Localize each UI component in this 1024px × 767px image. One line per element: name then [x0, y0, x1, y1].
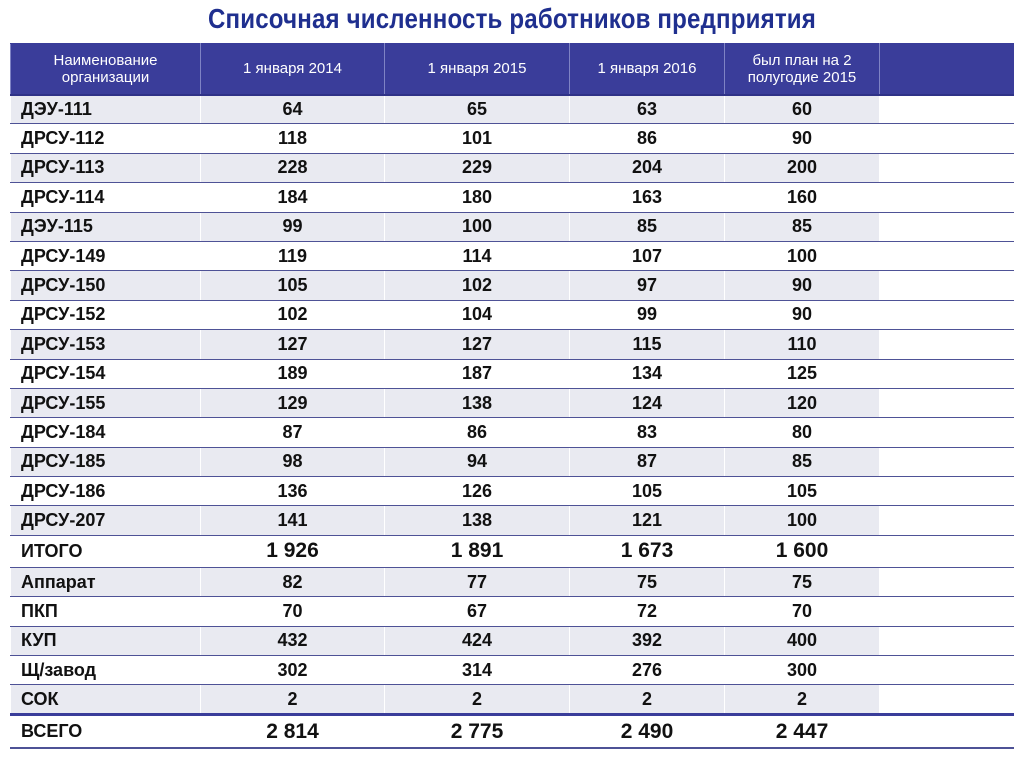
cell-plan-h2-2015: 85 [725, 447, 880, 476]
cell-jan-2014: 2 814 [201, 714, 385, 748]
header-plan-h2-2015: был план на 2 полугодие 2015 [725, 44, 880, 95]
table-row [11, 271, 1014, 300]
cell-organization: СОК [11, 685, 201, 714]
cell-jan-2016: 87 [570, 447, 725, 476]
cell-jan-2015: 2 [385, 685, 570, 714]
cell-organization: ДРСУ-153 [11, 330, 201, 359]
cell-plan-h2-2015: 2 [725, 685, 880, 714]
cell-jan-2016: 75 [570, 567, 725, 596]
cell-organization: ДРСУ-184 [11, 418, 201, 447]
cell-jan-2014: 184 [201, 183, 385, 212]
cell-empty [880, 183, 1014, 212]
cell-plan-h2-2015: 80 [725, 418, 880, 447]
cell-plan-h2-2015: 160 [725, 183, 880, 212]
table-row [11, 124, 1014, 153]
cell-organization: Щ/завод [11, 656, 201, 685]
cell-jan-2016: 115 [570, 330, 725, 359]
cell-empty [880, 656, 1014, 685]
table-row [11, 300, 1014, 329]
cell-empty [880, 300, 1014, 329]
cell-plan-h2-2015: 105 [725, 477, 880, 506]
cell-plan-h2-2015: 90 [725, 271, 880, 300]
cell-plan-h2-2015: 1 600 [725, 535, 880, 567]
cell-jan-2015: 114 [385, 241, 570, 270]
cell-jan-2016: 97 [570, 271, 725, 300]
table-row [11, 418, 1014, 447]
cell-plan-h2-2015: 200 [725, 153, 880, 182]
table-row [11, 183, 1014, 212]
cell-plan-h2-2015: 120 [725, 388, 880, 417]
table-row [11, 567, 1014, 596]
cell-empty [880, 685, 1014, 714]
cell-jan-2015: 138 [385, 506, 570, 535]
cell-empty [880, 447, 1014, 476]
cell-empty [880, 418, 1014, 447]
cell-empty [880, 567, 1014, 596]
cell-organization: ДРСУ-207 [11, 506, 201, 535]
cell-organization: Аппарат [11, 567, 201, 596]
cell-empty [880, 388, 1014, 417]
cell-organization: ДРСУ-152 [11, 300, 201, 329]
cell-organization: ДРСУ-155 [11, 388, 201, 417]
cell-jan-2016: 99 [570, 300, 725, 329]
cell-empty [880, 153, 1014, 182]
cell-empty [880, 535, 1014, 567]
table-row [11, 95, 1014, 124]
cell-jan-2015: 138 [385, 388, 570, 417]
cell-jan-2016: 83 [570, 418, 725, 447]
cell-jan-2014: 102 [201, 300, 385, 329]
cell-jan-2016: 2 490 [570, 714, 725, 748]
cell-jan-2016: 204 [570, 153, 725, 182]
table-row [11, 656, 1014, 685]
cell-jan-2014: 141 [201, 506, 385, 535]
table-row [11, 685, 1014, 714]
table-row [11, 212, 1014, 241]
header-empty-cell [880, 44, 1014, 95]
table-row [11, 506, 1014, 535]
cell-empty [880, 212, 1014, 241]
cell-jan-2014: 228 [201, 153, 385, 182]
cell-jan-2016: 72 [570, 597, 725, 626]
cell-jan-2015: 100 [385, 212, 570, 241]
cell-jan-2014: 99 [201, 212, 385, 241]
cell-jan-2016: 121 [570, 506, 725, 535]
cell-plan-h2-2015: 100 [725, 241, 880, 270]
cell-jan-2014: 105 [201, 271, 385, 300]
cell-jan-2015: 104 [385, 300, 570, 329]
cell-plan-h2-2015: 400 [725, 626, 880, 655]
cell-jan-2015: 424 [385, 626, 570, 655]
cell-jan-2014: 432 [201, 626, 385, 655]
cell-plan-h2-2015: 2 447 [725, 714, 880, 748]
cell-empty [880, 626, 1014, 655]
cell-jan-2014: 127 [201, 330, 385, 359]
cell-jan-2014: 64 [201, 95, 385, 124]
cell-empty [880, 506, 1014, 535]
cell-jan-2015: 229 [385, 153, 570, 182]
cell-jan-2016: 276 [570, 656, 725, 685]
cell-jan-2015: 127 [385, 330, 570, 359]
cell-jan-2015: 77 [385, 567, 570, 596]
cell-jan-2016: 2 [570, 685, 725, 714]
cell-jan-2016: 124 [570, 388, 725, 417]
cell-empty [880, 359, 1014, 388]
header-jan-2014: 1 января 2014 [201, 44, 385, 95]
cell-jan-2014: 2 [201, 685, 385, 714]
cell-plan-h2-2015: 125 [725, 359, 880, 388]
cell-jan-2015: 86 [385, 418, 570, 447]
cell-jan-2014: 70 [201, 597, 385, 626]
cell-plan-h2-2015: 60 [725, 95, 880, 124]
table-row [11, 241, 1014, 270]
cell-jan-2015: 1 891 [385, 535, 570, 567]
cell-organization: ИТОГО [11, 535, 201, 567]
table-row [11, 477, 1014, 506]
cell-jan-2014: 136 [201, 477, 385, 506]
header-jan-2016: 1 января 2016 [570, 44, 725, 95]
cell-jan-2016: 163 [570, 183, 725, 212]
cell-organization: ДРСУ-112 [11, 124, 201, 153]
cell-organization: ДЭУ-111 [11, 95, 201, 124]
cell-organization: ПКП [11, 597, 201, 626]
cell-organization: ДРСУ-114 [11, 183, 201, 212]
cell-jan-2014: 129 [201, 388, 385, 417]
cell-plan-h2-2015: 90 [725, 300, 880, 329]
cell-organization: ДРСУ-150 [11, 271, 201, 300]
cell-jan-2014: 98 [201, 447, 385, 476]
table-row [11, 447, 1014, 476]
cell-empty [880, 477, 1014, 506]
cell-jan-2014: 189 [201, 359, 385, 388]
cell-jan-2015: 180 [385, 183, 570, 212]
table-header-row [11, 44, 1014, 95]
cell-jan-2014: 302 [201, 656, 385, 685]
cell-jan-2016: 392 [570, 626, 725, 655]
table-row [11, 535, 1014, 567]
table-row [11, 359, 1014, 388]
cell-jan-2015: 101 [385, 124, 570, 153]
cell-organization: ДРСУ-154 [11, 359, 201, 388]
cell-empty [880, 597, 1014, 626]
headcount-table [10, 43, 1014, 749]
cell-jan-2016: 105 [570, 477, 725, 506]
cell-plan-h2-2015: 75 [725, 567, 880, 596]
cell-jan-2016: 86 [570, 124, 725, 153]
cell-jan-2016: 107 [570, 241, 725, 270]
table-body [11, 95, 1014, 749]
cell-jan-2015: 187 [385, 359, 570, 388]
cell-plan-h2-2015: 300 [725, 656, 880, 685]
cell-empty [880, 241, 1014, 270]
table-row [11, 153, 1014, 182]
cell-organization: ДРСУ-113 [11, 153, 201, 182]
cell-jan-2015: 126 [385, 477, 570, 506]
cell-empty [880, 330, 1014, 359]
cell-plan-h2-2015: 70 [725, 597, 880, 626]
cell-empty [880, 714, 1014, 748]
cell-jan-2015: 65 [385, 95, 570, 124]
cell-organization: ВСЕГО [11, 714, 201, 748]
cell-jan-2016: 63 [570, 95, 725, 124]
page-title: Списочная численность работников предприятия [207, 3, 817, 34]
table-row [11, 388, 1014, 417]
cell-jan-2016: 134 [570, 359, 725, 388]
cell-organization: ДЭУ-115 [11, 212, 201, 241]
cell-empty [880, 271, 1014, 300]
cell-plan-h2-2015: 85 [725, 212, 880, 241]
cell-jan-2014: 87 [201, 418, 385, 447]
cell-jan-2015: 102 [385, 271, 570, 300]
table-row [11, 597, 1014, 626]
cell-jan-2014: 82 [201, 567, 385, 596]
cell-jan-2016: 1 673 [570, 535, 725, 567]
cell-organization: ДРСУ-186 [11, 477, 201, 506]
cell-jan-2014: 119 [201, 241, 385, 270]
header-organization: Наименование организации [11, 44, 201, 95]
cell-organization: ДРСУ-185 [11, 447, 201, 476]
cell-jan-2015: 2 775 [385, 714, 570, 748]
cell-plan-h2-2015: 100 [725, 506, 880, 535]
cell-plan-h2-2015: 110 [725, 330, 880, 359]
cell-jan-2015: 314 [385, 656, 570, 685]
table-row [11, 330, 1014, 359]
table-row [11, 714, 1014, 748]
header-jan-2015: 1 января 2015 [385, 44, 570, 95]
cell-organization: ДРСУ-149 [11, 241, 201, 270]
cell-jan-2016: 85 [570, 212, 725, 241]
cell-plan-h2-2015: 90 [725, 124, 880, 153]
cell-jan-2015: 94 [385, 447, 570, 476]
cell-empty [880, 124, 1014, 153]
table-row [11, 626, 1014, 655]
cell-jan-2014: 118 [201, 124, 385, 153]
cell-jan-2014: 1 926 [201, 535, 385, 567]
cell-jan-2015: 67 [385, 597, 570, 626]
cell-organization: КУП [11, 626, 201, 655]
cell-empty [880, 95, 1014, 124]
